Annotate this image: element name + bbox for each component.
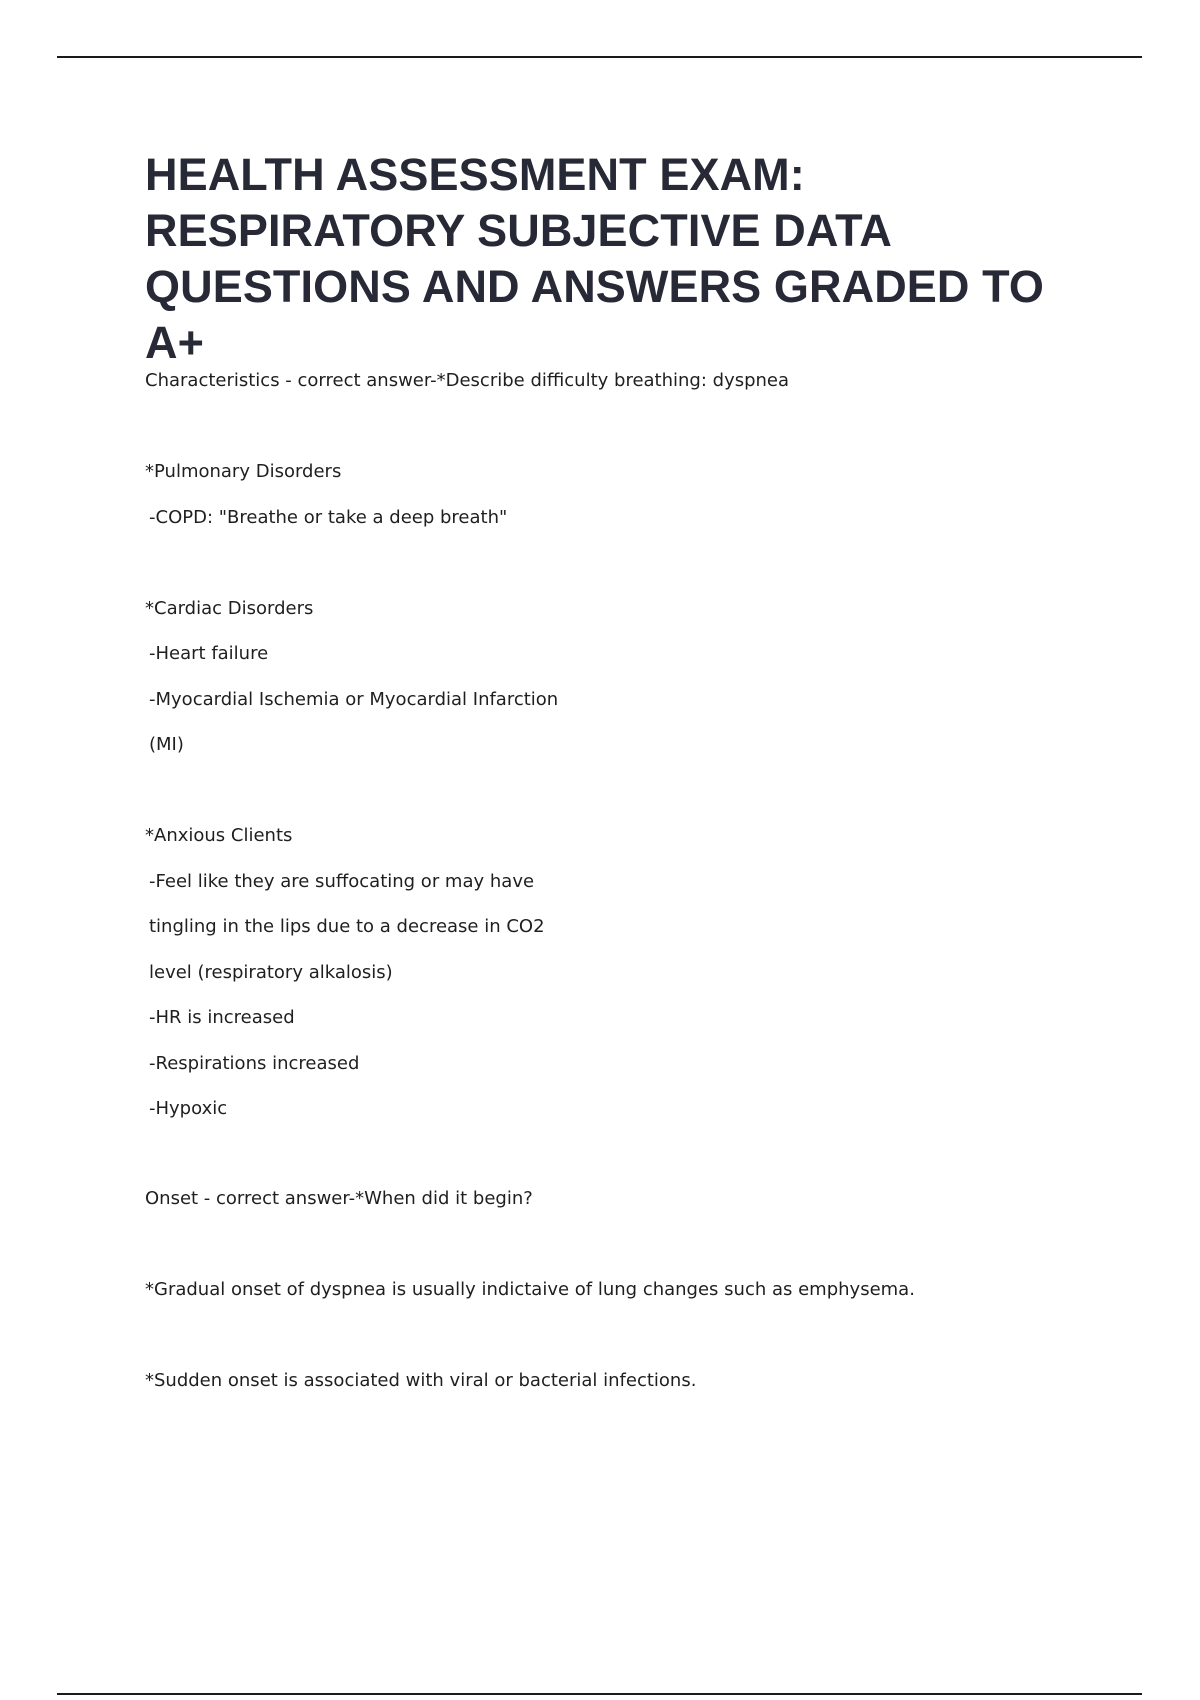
- heart-failure-line: -Heart failure: [149, 643, 269, 664]
- onset-line: Onset - correct answer-*When did it begin?: [145, 1188, 533, 1209]
- tingling-line: tingling in the lips due to a decrease in CO2: [149, 916, 545, 937]
- sudden-onset-line: *Sudden onset is associated with viral or bacterial infections.: [145, 1370, 697, 1391]
- characteristics-line: Characteristics - correct answer-*Describe difficulty breathing: dyspnea: [145, 370, 790, 391]
- alkalosis-line: level (respiratory alkalosis): [149, 962, 393, 983]
- gradual-onset-line: *Gradual onset of dyspnea is usually indictaive of lung changes such as emphysema.: [145, 1279, 915, 1300]
- anxious-clients-heading: *Anxious Clients: [145, 825, 293, 846]
- suffocating-line: -Feel like they are suffocating or may have: [149, 871, 535, 892]
- pulmonary-disorders-heading: *Pulmonary Disorders: [145, 461, 342, 482]
- copd-line: -COPD: "Breathe or take a deep breath": [149, 507, 508, 528]
- mi-line: (MI): [149, 734, 184, 755]
- hr-line: -HR is increased: [149, 1007, 295, 1028]
- hypoxic-line: -Hypoxic: [149, 1098, 228, 1119]
- document-title: HEALTH ASSESSMENT EXAM: RESPIRATORY SUBJECTIVE DATA QUESTIONS AND ANSWERS GRADED TO A+: [145, 149, 1044, 368]
- respirations-line: -Respirations increased: [149, 1053, 360, 1074]
- cardiac-disorders-heading: *Cardiac Disorders: [145, 598, 314, 619]
- myocardial-line: -Myocardial Ischemia or Myocardial Infarction: [149, 689, 559, 710]
- header-rule: [57, 56, 1142, 58]
- footer-rule: [57, 1693, 1142, 1695]
